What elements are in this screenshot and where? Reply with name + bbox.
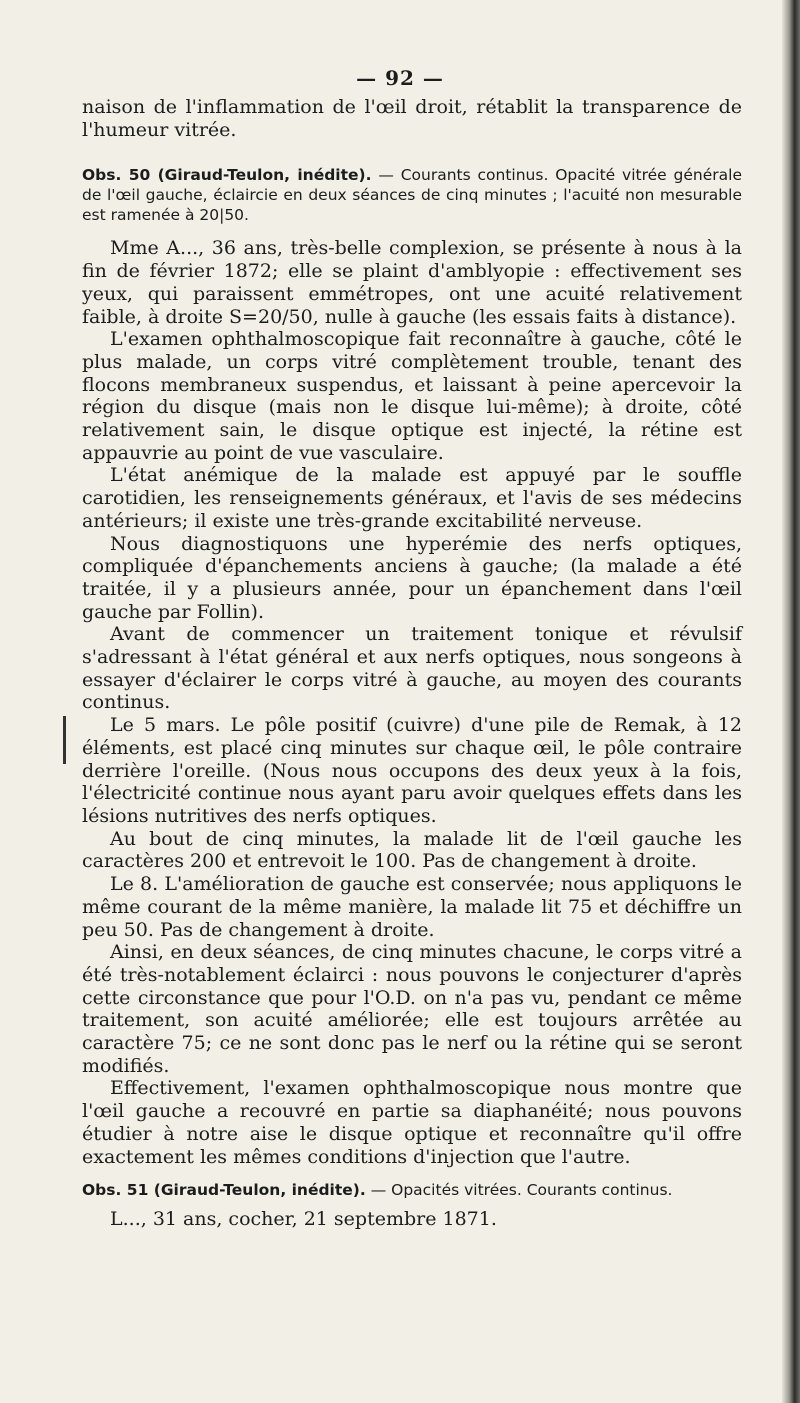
observation-heading bbox=[82, 165, 742, 225]
page-number: — 92 — bbox=[356, 66, 444, 90]
body-paragraph: Le 8. L'amélioration de gauche est conservée; nous appliquons le même courant de la même manière, la malade lit 75 et déchiffre un peu 50. Pas de changement à droite. bbox=[82, 873, 742, 941]
body-paragraph: L'examen ophthalmoscopique fait reconnaître à gauche, côté le plus malade, un corps vitré complètement trouble, tenant des flocons membraneux suspendus, et laissant à peine apercevoir la région du disque (mais non le disque lui-même); à droite, côté relativement sain, le disque optique est injecté, la rétine est appauvrie au point de vue vasculaire. bbox=[82, 328, 742, 464]
paragraph-spacer bbox=[82, 1168, 742, 1180]
body-paragraph: Effectivement, l'examen ophthalmoscopique nous montre que l'œil gauche a recouvré en partie sa diaphanéité; nous pouvons étudier à notre aise le disque optique et reconnaître qu'il offre exactement les mêmes conditions d'injection que l'autre. bbox=[82, 1077, 742, 1168]
observation-summary: — Courants continus. Opacité vitrée générale de l'œil gauche, éclaircie en deux séances de cinq minutes ; l'acuité non mesurable est ramenée à 20|50. bbox=[82, 166, 742, 225]
body-paragraph: Mme A..., 36 ans, très-belle complexion, se présente à nous à la fin de février 1872; elle se plaint d'amblyopie : effectivement ses yeux, qui paraissent emmétropes, ont une acuité relativement faible, à droite S=20/50, nulle à gauche (les essais faits à distance). bbox=[82, 237, 742, 328]
body-paragraph: L'état anémique de la malade est appuyé par le souffle carotidien, les renseignements généraux, et l'avis de ses médecins antérieurs; il existe une très-grande excitabilité nerveuse. bbox=[82, 464, 742, 532]
body-paragraph: Ainsi, en deux séances, de cinq minutes chacune, le corps vitré a été très-notablement éclairci : nous pouvons le conjecturer d'après cette circonstance que pour l'O.D. on n'a pas vu, pendant ce même traitement, son acuité améliorée; elle est toujours arrêtée au caractère 75; ce ne sont donc pas le nerf ou la rétine qui se seront modifiés. bbox=[82, 941, 742, 1077]
page-edge-shadow bbox=[782, 0, 800, 1403]
body-paragraph: L..., 31 ans, cocher, 21 septembre 1871. bbox=[110, 1208, 497, 1231]
observation-summary: — Opacités vitrées. Courants continus. bbox=[365, 1181, 673, 1200]
page-body bbox=[82, 96, 742, 1231]
paragraph-spacer bbox=[82, 1200, 742, 1208]
body-paragraph: naison de l'inflammation de l'œil droit, rétablit la transparence de l'humeur vitrée. bbox=[82, 96, 742, 141]
observation-heading bbox=[82, 1180, 742, 1200]
body-paragraph: Le 5 mars. Le pôle positif (cuivre) d'une pile de Remak, à 12 éléments, est placé cinq minutes sur chaque œil, le pôle contraire derrière l'oreille. (Nous nous occupons des deux yeux à la fois, l'électricité continue nous ayant paru avoir quelques effets dans les lésions nutritives des nerfs optiques. bbox=[82, 714, 742, 827]
paragraph-spacer bbox=[82, 225, 742, 237]
observation-lead: Obs. 51 (Giraud-Teulon, inédite). bbox=[82, 1181, 366, 1200]
body-paragraph: Nous diagnostiquons une hyperémie des nerfs optiques, compliquée d'épanchements anciens à gauche; (la malade a été traitée, il y a plusieurs année, pour un épanchement dans l'œil gauche par Follin). bbox=[82, 532, 742, 623]
body-paragraph: Avant de commencer un traitement tonique et révulsif s'adressant à l'état général et aux nerfs optiques, nous songeons à essayer d'éclairer le corps vitré à gauche, au moyen des courants continus. bbox=[82, 623, 742, 714]
paragraph-spacer bbox=[82, 141, 742, 165]
observation-lead: Obs. 50 (Giraud-Teulon, inédite). bbox=[82, 166, 372, 185]
margin-bracket-mark bbox=[63, 716, 76, 764]
body-paragraph: Au bout de cinq minutes, la malade lit de l'œil gauche les caractères 200 et entrevoit le 100. Pas de changement à droite. bbox=[82, 827, 742, 873]
